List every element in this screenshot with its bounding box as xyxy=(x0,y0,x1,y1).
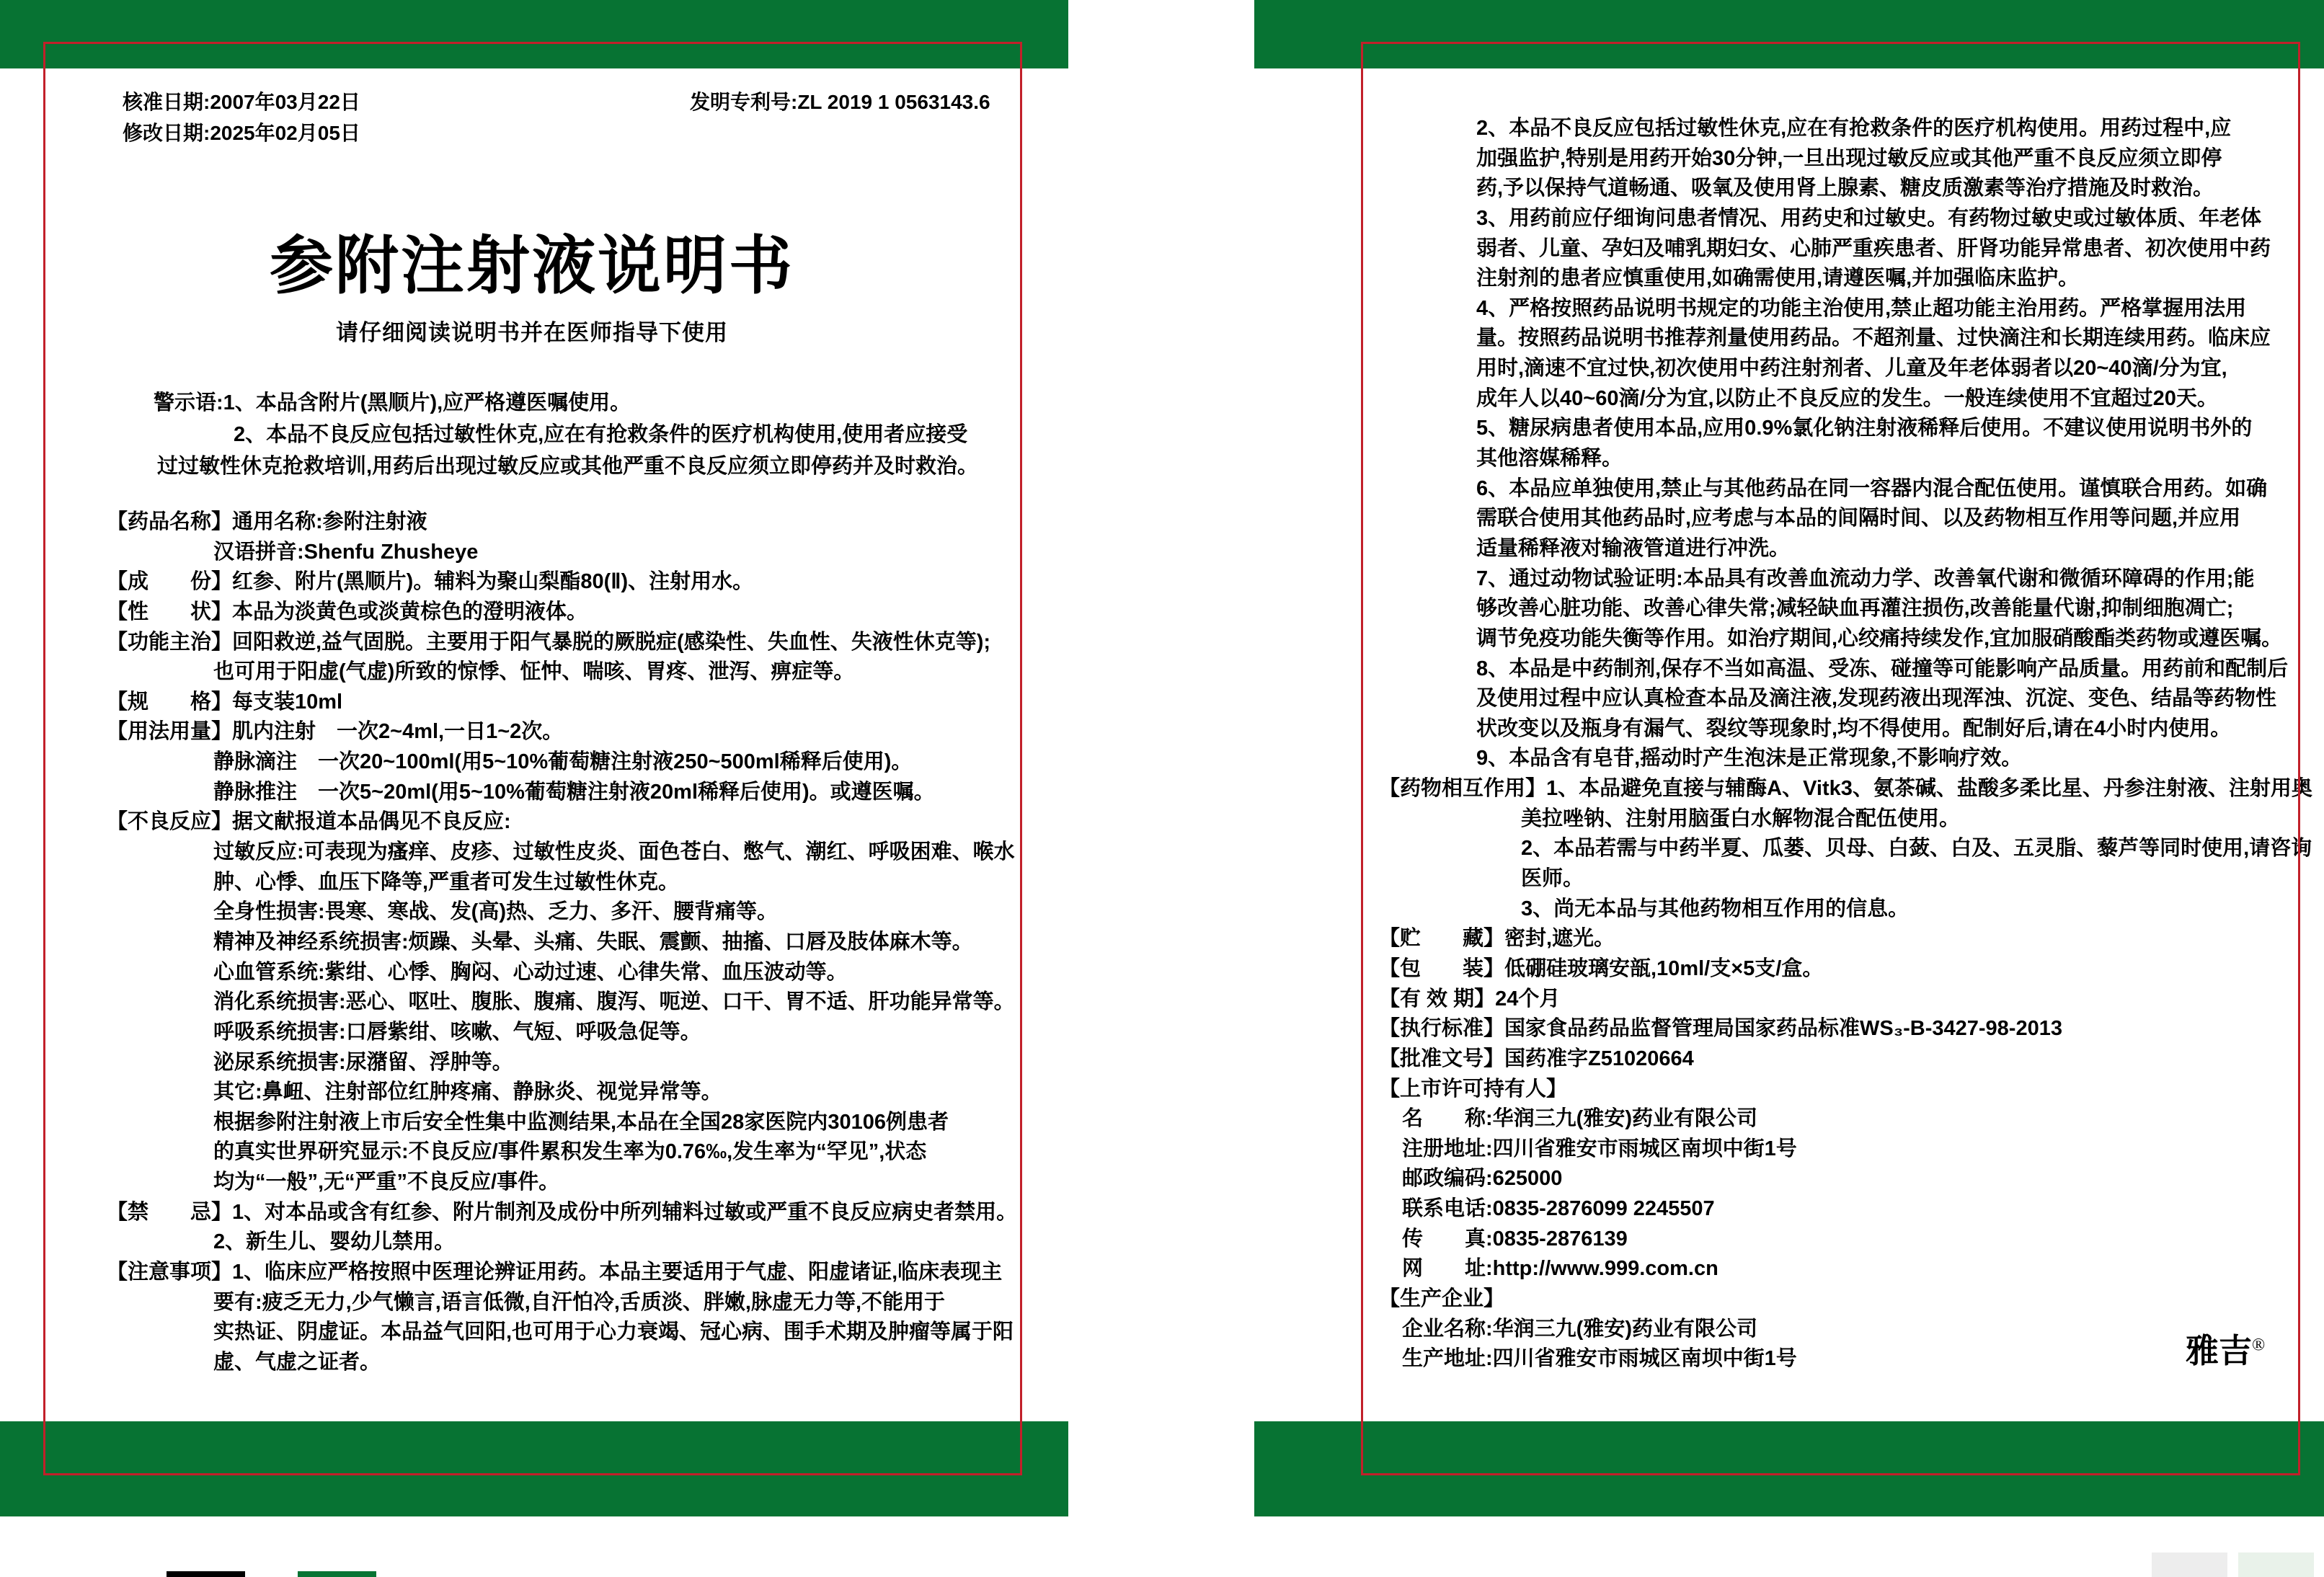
text-line: 注射剂的患者应慎重使用,如确需使用,请遵医嘱,并加强临床监护。 xyxy=(1476,267,2080,290)
text-line: 量。按照药品说明书推荐剂量使用药品。不超剂量、过快滴注和长期连续用药。临床应 xyxy=(1476,326,2271,350)
text-line: 药,予以保持气道畅通、吸氧及使用肾上腺素、糖皮质激素等治疗措施及时救治。 xyxy=(1476,177,2214,200)
text-line: 状改变以及瓶身有漏气、裂纹等现象时,均不得使用。配制好后,请在4小时内使用。 xyxy=(1476,716,2232,740)
text-line: 精神及神经系统损害:烦躁、头晕、头痛、失眠、震颤、抽搐、口唇及肢体麻木等。 xyxy=(213,930,973,954)
text-line: 均为“一般”,无“严重”不良反应/事件。 xyxy=(213,1170,560,1194)
text-line: 5、糖尿病患者使用本品,应用0.9%氯化钠注射液稀释后使用。不建议使用说明书外的 xyxy=(1476,417,2253,440)
document-subtitle: 请仔细阅读说明书并在医师指导下使用 xyxy=(336,320,728,345)
print-mark-gray-light xyxy=(2152,1552,2227,1577)
text-line: 【生产企业】 xyxy=(1379,1287,1505,1310)
text-line: 4、严格按照药品说明书规定的功能主治使用,禁止超功能主治用药。严格掌握用法用 xyxy=(1476,296,2247,320)
revision-date: 修改日期:2025年02月05日 xyxy=(123,122,360,144)
text-line: 及使用过程中应认真检查本品及滴注液,发现药液出现浑浊、沉淀、变色、结晶等药物性 xyxy=(1476,687,2277,711)
text-line: 【包 装】低硼硅玻璃安瓿,10ml/支×5支/盒。 xyxy=(1379,956,1824,980)
approval-date: 核准日期:2007年03月22日 xyxy=(123,91,360,113)
text-line: 【药物相互作用】1、本品避免直接与辅酶A、Vitk3、氨茶碱、盐酸多柔比星、丹参注射液、注射用奥 xyxy=(1379,777,2312,801)
text-line: 传 真:0835-2876139 xyxy=(1402,1227,1628,1251)
text-line: 【上市许可持有人】 xyxy=(1379,1077,1568,1101)
text-line: 呼吸系统损害:口唇紫绀、咳嗽、气短、呼吸急促等。 xyxy=(213,1020,701,1044)
text-line: 8、本品是中药制剂,保存不当如高温、受冻、碰撞等可能影响产品质量。用药前和配制后 xyxy=(1476,657,2289,680)
text-line: 网 址:http://www.999.com.cn xyxy=(1402,1257,1718,1281)
right-page-bottom-green-band xyxy=(1254,1421,2324,1516)
text-line: 汉语拼音:Shenfu Zhusheye xyxy=(213,540,479,564)
text-line: 美拉唑钠、注射用脑蛋白水解物混合配伍使用。 xyxy=(1521,807,1961,830)
document-title: 参附注射液说明书 xyxy=(269,232,794,302)
warning-statement xyxy=(43,387,978,482)
text-line: 过敏反应:可表现为瘙痒、皮疹、过敏性皮炎、面色苍白、憋气、潮红、呼吸困难、喉水 xyxy=(213,840,1015,864)
text-line: 【注意事项】1、临床应严格按照中医理论辨证用药。本品主要适用于气虚、阳虚诸证,临床表现主 xyxy=(107,1261,1003,1284)
text-line: 弱者、儿童、孕妇及哺乳期妇女、心肺严重疾患者、肝肾功能异常患者、初次使用中药 xyxy=(1476,236,2271,260)
text-line: 要有:疲乏无力,少气懒言,语言低微,自汗怕冷,舌质淡、胖嫩,脉虚无力等,不能用于 xyxy=(213,1290,946,1314)
brand-mark xyxy=(2186,1325,2265,1372)
text-line: 【执行标准】国家食品药品监督管理局国家药品标准WS₃-B-3427-98-2013 xyxy=(1379,1017,2062,1041)
text-line: 3、尚无本品与其他药物相互作用的信息。 xyxy=(1521,897,1910,920)
text-line: 也可用于阳虚(气虚)所致的惊悸、怔忡、喘咳、胃疼、泄泻、痹症等。 xyxy=(213,660,855,684)
text-line: 的真实世界研究显示:不良反应/事件累积发生率为0.76‰,发生率为“罕见”,状态 xyxy=(213,1140,927,1164)
text-line: 适量稀释液对输液管道进行冲洗。 xyxy=(1476,536,1791,560)
text-line: 静脉推注 一次5~20ml(用5~10%葡萄糖注射液20ml稀释后使用)。或遵医嘱。 xyxy=(213,780,935,804)
text-line: 【成 份】红参、附片(黑顺片)。辅料为聚山梨酯80(Ⅱ)、注射用水。 xyxy=(107,570,754,594)
text-line: 肿、心悸、血压下降等,严重者可发生过敏性休克。 xyxy=(213,870,680,894)
text-line: 用时,滴速不宜过快,初次使用中药注射剂者、儿童及年老体弱者以20~40滴/分为宜, xyxy=(1476,357,2227,381)
text-line: 泌尿系统损害:尿潴留、浮肿等。 xyxy=(213,1050,513,1074)
text-line: 【规 格】每支装10ml xyxy=(107,690,343,714)
text-line: 2、本品若需与中药半夏、瓜蒌、贝母、白蔹、白及、五灵脂、藜芦等同时使用,请咨询 xyxy=(1521,837,2312,861)
print-mark-green-light xyxy=(2238,1552,2314,1577)
text-line: 全身性损害:畏寒、寒战、发(高)热、乏力、多汗、腰背痛等。 xyxy=(213,900,778,924)
date-block xyxy=(123,86,360,148)
text-line: 静脉滴注 一次20~100ml(用5~10%葡萄糖注射液250~500ml稀释后使用)。 xyxy=(213,750,913,774)
text-line: 医师。 xyxy=(1521,867,1584,891)
text-line: 【功能主治】回阳救逆,益气固脱。主要用于阳气暴脱的厥脱症(感染性、失血性、失液性休克等); xyxy=(107,630,991,654)
text-line: 【不良反应】据文献报道本品偶见不良反应: xyxy=(107,810,511,834)
text-line: 【批准文号】国药准字Z51020664 xyxy=(1379,1047,1694,1070)
left-page-bottom-green-band xyxy=(0,1421,1068,1516)
text-line: 6、本品应单独使用,禁止与其他药品在同一容器内混合配伍使用。谨慎联合用药。如确 xyxy=(1476,476,2268,500)
text-line: 虚、气虚之证者。 xyxy=(213,1350,381,1374)
text-line: 3、用药前应仔细询问患者情况、用药史和过敏史。有药物过敏史或过敏体质、年老体 xyxy=(1476,206,2262,230)
text-line: 其它:鼻衄、注射部位红肿疼痛、静脉炎、视觉异常等。 xyxy=(213,1080,722,1104)
text-line: 需联合使用其他药品时,应考虑与本品的间隔时间、以及药物相互作用等问题,并应用 xyxy=(1476,507,2241,530)
text-line: 注册地址:四川省雅安市雨城区南坝中街1号 xyxy=(1402,1137,1797,1160)
text-line: 根据参附注射液上市后安全性集中监测结果,本品在全国28家医院内30106例患者 xyxy=(213,1110,949,1134)
text-line: 2、本品不良反应包括过敏性休克,应在有抢救条件的医疗机构使用,使用者应接受 xyxy=(234,423,968,446)
text-line: 过过敏性休克抢救培训,用药后出现过敏反应或其他严重不良反应须立即停药并及时救治。 xyxy=(157,455,979,478)
text-line: 心血管系统:紫绀、心悸、胸闷、心动过速、心律失常、血压波动等。 xyxy=(213,960,848,984)
right-page-top-green-band xyxy=(1254,0,2324,68)
registered-trademark-icon: ® xyxy=(2252,1336,2266,1355)
text-line: 7、通过动物试验证明:本品具有改善血流动力学、改善氧代谢和微循环障碍的作用;能 xyxy=(1476,567,2255,590)
text-line: 【有 效 期】24个月 xyxy=(1379,987,1561,1010)
text-line: 邮政编码:625000 xyxy=(1402,1167,1563,1191)
left-page-body-text xyxy=(43,507,1017,1378)
text-line: 够改善心脏功能、改善心律失常;减轻缺血再灌注损伤,改善能量代谢,抑制细胞凋亡; xyxy=(1476,597,2234,621)
text-line: 【用法用量】肌内注射 一次2~4ml,一日1~2次。 xyxy=(107,720,564,744)
text-line: 成年人以40~60滴/分为宜,以防止不良反应的发生。一般连续使用不宜超过20天。 xyxy=(1476,386,2218,410)
print-mark-green xyxy=(298,1571,376,1577)
text-line: 【性 状】本品为淡黄色或淡黄棕色的澄明液体。 xyxy=(107,600,588,623)
text-line: 9、本品含有皂苷,摇动时产生泡沫是正常现象,不影响疗效。 xyxy=(1476,747,2023,770)
text-line: 调节免疫功能失衡等作用。如治疗期间,心绞痛持续发作,宜加服硝酸酯类药物或遵医嘱。 xyxy=(1476,626,2283,650)
text-line: 生产地址:四川省雅安市雨城区南坝中街1号 xyxy=(1402,1347,1797,1371)
text-line: 2、新生儿、婴幼儿禁用。 xyxy=(213,1230,456,1254)
text-line: 【贮 藏】密封,遮光。 xyxy=(1379,927,1615,951)
text-line: 加强监护,特别是用药开始30分钟,一旦出现过敏反应或其他严重不良反应须立即停 xyxy=(1476,146,2222,170)
print-mark-black xyxy=(167,1571,245,1577)
text-line: 名 称:华润三九(雅安)药业有限公司 xyxy=(1402,1107,1757,1131)
left-page-top-green-band xyxy=(0,0,1068,68)
text-line: 警示语:1、本品含附片(黑顺片),应严格遵医嘱使用。 xyxy=(154,391,631,414)
text-line: 企业名称:华润三九(雅安)药业有限公司 xyxy=(1402,1317,1757,1341)
right-page-body-text xyxy=(1361,114,2312,1374)
brand-name: 雅吉 xyxy=(2186,1333,2252,1369)
text-line: 2、本品不良反应包括过敏性休克,应在有抢救条件的医疗机构使用。用药过程中,应 xyxy=(1476,117,2232,140)
text-line: 实热证、阴虚证。本品益气回阳,也可用于心力衰竭、冠心病、围手术期及肿瘤等属于阳 xyxy=(213,1320,1014,1344)
text-line: 【药品名称】通用名称:参附注射液 xyxy=(107,510,427,533)
text-line: 【禁 忌】1、对本品或含有红参、附片制剂及成份中所列辅料过敏或严重不良反应病史者禁用。 xyxy=(107,1200,1018,1224)
text-line: 消化系统损害:恶心、呕吐、腹胀、腹痛、腹泻、呃逆、口干、胃不适、肝功能异常等。 xyxy=(213,990,1015,1014)
patent-number: 发明专利号:ZL 2019 1 0563143.6 xyxy=(690,91,990,113)
text-line: 联系电话:0835-2876099 2245507 xyxy=(1402,1197,1715,1221)
text-line: 其他溶媒稀释。 xyxy=(1476,447,1623,471)
